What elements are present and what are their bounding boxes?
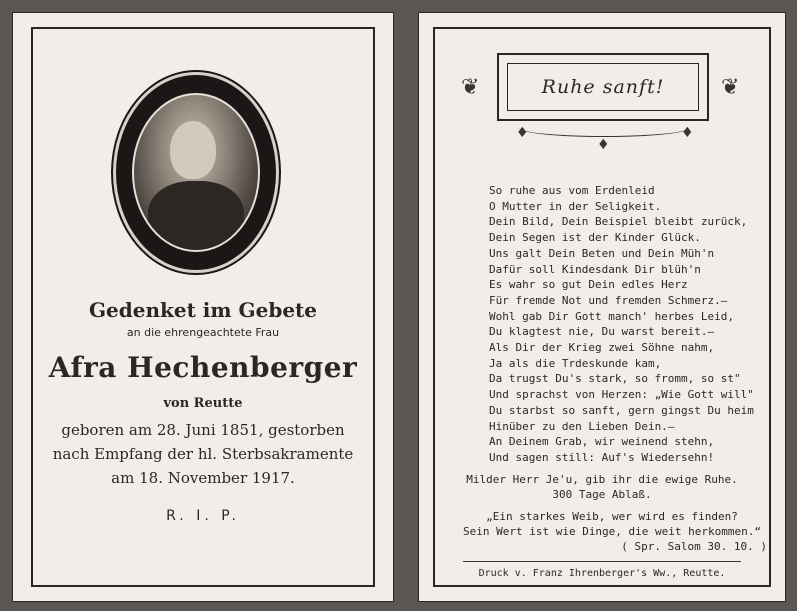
quote-line: „Ein starkes Weib, wer wird es finden? xyxy=(486,510,738,523)
portrait-photo xyxy=(132,93,260,252)
poem-line: Wohl gab Dir Gott manch' herbes Leid, xyxy=(489,309,735,323)
poem-line: Dafür soll Kindesdank Dir blüh'n xyxy=(489,262,701,276)
born-line: geboren am 28. Juni 1851, gestorben xyxy=(61,421,345,439)
portrait-face xyxy=(170,121,216,179)
fleuron-right-icon: ❦ xyxy=(721,75,740,100)
divider xyxy=(463,561,741,562)
origin: von Reutte xyxy=(163,396,243,411)
indulgence-line: 300 Tage Ablaß. xyxy=(552,488,652,501)
poem-line: Es wahr so gut Dein edles Herz xyxy=(489,278,688,292)
poem-line: Du starbst so sanft, gern gingst Du heim xyxy=(489,403,754,417)
portrait-frame xyxy=(116,75,276,270)
memorial-card-left xyxy=(12,12,394,602)
poem-line: Da trugst Du's stark, so fromm, so st" xyxy=(489,372,741,386)
died-line: am 18. November 1917. xyxy=(111,469,295,487)
printer-credit: Druck v. Franz Ihrenberger's Ww., Reutte. xyxy=(478,568,726,579)
drop-ornament-icon: ♦ xyxy=(597,137,610,153)
blessing-line: Milder Herr Je'u, gib ihr die ewige Ruhe. xyxy=(466,473,738,486)
poem-line: Als Dir der Krieg zwei Söhne nahm, xyxy=(489,341,715,355)
title-banner-inner xyxy=(507,63,699,111)
poem-line: Dein Segen ist der Kinder Glück. xyxy=(489,231,701,245)
poem-line: Und sprachst von Herzen: „Wie Gott will" xyxy=(489,388,754,402)
poem-line: O Mutter in der Seligkeit. xyxy=(489,199,662,213)
fleuron-left-icon: ❦ xyxy=(461,75,480,100)
poem-line: So ruhe aus vom Erdenleid xyxy=(489,184,655,197)
banner-title: Ruhe sanft! xyxy=(541,76,665,98)
heading: Gedenket im Gebete xyxy=(88,298,318,322)
rip: R. I. P. xyxy=(166,508,240,524)
poem-line: Für fremde Not und fremden Schmerz.— xyxy=(489,293,728,307)
sacrament-line: nach Empfang der hl. Sterbsakramente xyxy=(52,445,354,463)
poem-line: Du klagtest nie, Du warst bereit.— xyxy=(489,325,715,339)
poem-line: Hinüber zu den Lieben Dein.— xyxy=(489,419,675,433)
drop-ornament-icon: ♦ xyxy=(516,125,529,141)
quote-line: Sein Wert ist wie Dinge, die weit herkommen.“ xyxy=(462,525,761,538)
title-banner xyxy=(497,53,709,121)
garland-ornament xyxy=(519,119,689,137)
poem xyxy=(489,183,779,466)
poem-line: Und sagen still: Auf's Wiedersehn! xyxy=(489,450,715,464)
poem-line: Uns galt Dein Beten und Dein Müh'n xyxy=(489,246,715,260)
deceased-name: Afra Hechenberger xyxy=(48,351,358,384)
subheading: an die ehrengeachtete Frau xyxy=(126,326,280,339)
drop-ornament-icon: ♦ xyxy=(681,125,694,141)
portrait-body xyxy=(148,181,244,251)
poem-line: Dein Bild, Dein Beispiel bleibt zurück, xyxy=(489,215,748,229)
memorial-card-right xyxy=(418,12,786,602)
poem-line: Ja als die Trdeskunde kam, xyxy=(489,356,662,370)
poem-line: An Deinem Grab, wir weinend stehn, xyxy=(489,435,715,449)
quote-reference: ( Spr. Salom 30. 10. ) xyxy=(621,540,767,553)
